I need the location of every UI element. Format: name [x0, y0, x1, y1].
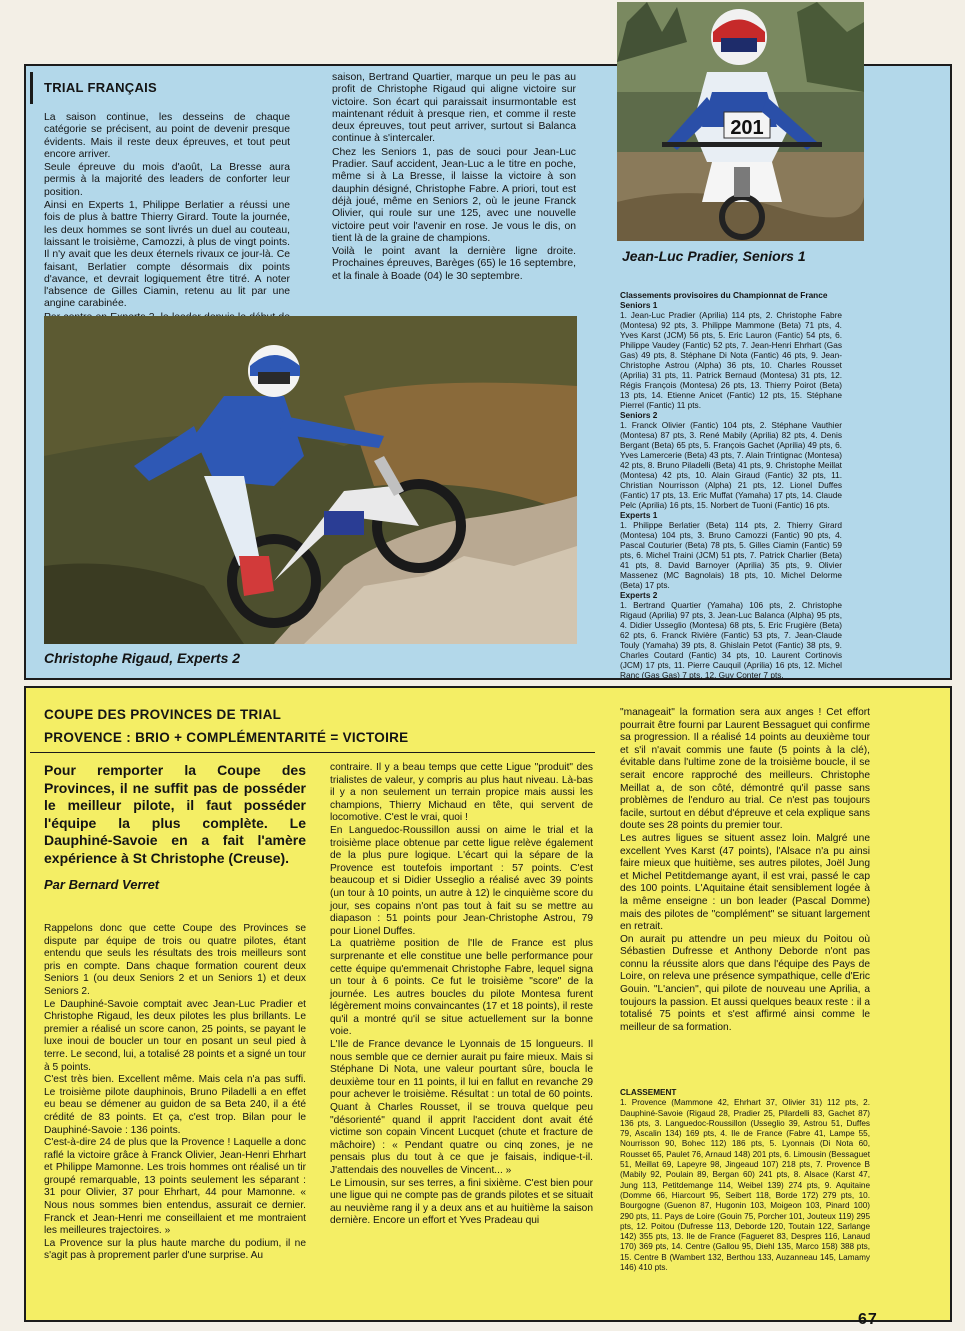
standings-seniors-1: 1. Jean-Luc Pradier (Aprilia) 114 pts, 2. Christophe Fabre (Montesa) 92 pts, 3. Philippe Mammone (Beta) 71 pts, 4. Yves Karst (JCM) 56 pts, 5. Eric Lauron (Fantic) 54 pts, 6. Philippe Vaudey (Fantic) 52 pts, 7. Jean-Henri Ehrhart (Gas Gas) 49 pts, 8. Stéphane Di Nota (Fantic) 46 pts, 9. Jean-Christophe Astrou (Alpha) 36 pts, 10. Charles Rousset (Aprilia) 31 pts, 11. Patrick Bernaud (Montesa) 31 pts, 12. Régis François (Montesa) 26 pts, 13. Thierry Poirot (Beta) 13 pts, 14. Etienne Anicet (Fantic) 12 pts, 15. Stéphane Pierrel (Fantic) 11 pts. [620, 310, 842, 410]
paragraph: La saison continue, les desseins de chaque catégorie se précisent, au point de devenir presque évidents. Mais il reste deux épreuves, et tout peut encore arriver. [44, 112, 290, 160]
photo-caption-pradier: Jean-Luc Pradier, Seniors 1 [622, 248, 806, 264]
paragraph: "manageait" la formation sera aux anges ! Cet effort pourrait être fourni par Laurent Bessaguet qui confirme sa progression. Il a réalisé 14 points au deuxième tour et s'il n'avait commis une faute (5 points à la clé), évitable dans l'ultime zone de la troisième boucle, il se serait encore rapproché des meilleurs. Christophe Meillat a, de son côté, démontré qu'il passe sans problèmes de l'enduro au trial. Ce n'est pas toujours facile, surtout en début d'épreuve et cela explique sans doute ses 28 points du premier tour. [620, 707, 870, 832]
standings-title: Classements provisoires du Championnat de France [620, 290, 828, 300]
classement-title: CLASSEMENT [620, 1088, 677, 1097]
standings-heading-seniors-1: Seniors 1 [620, 300, 658, 310]
classement-box [620, 1088, 870, 1273]
article-byline: Par Bernard Verret [44, 877, 160, 892]
paragraph: Voilà le point avant la dernière ligne droite. Prochaines épreuves, Barèges (65) le 16 septembre, et la finale à Boade (04) le 30 septembre. [332, 246, 576, 282]
page-number: 67 [858, 1311, 878, 1328]
standings-experts-2: 1. Bertrand Quartier (Yamaha) 106 pts, 2. Christophe Rigaud (Aprilia) 97 pts, 3. Jean-Luc Balanca (Alpha) 95 pts, 4. Didier Usseglio (Montesa) 68 pts, 5. Eric Frugière (Beta) 62 pts, 6. Franck Rivière (Fantic) 53 pts, 7. Jean-Claude Touly (Yamaha) 39 pts, 8. Ghislain Petot (Fantic) 38 pts, 9. Charles Coutard (Fantic) 34 pts, 10. Laurent Cortinovis (JCM) 17 pts, 11. Pierre Cauquil (Aprilia) 16 pts, 12. Michel Ranc (Gas Gas) 7 pts, 12. Guy Conter 7 pts. [620, 600, 842, 680]
standings-seniors-2: 1. Franck Olivier (Fantic) 104 pts, 2. Stéphane Vauthier (Montesa) 87 pts, 3. René Mabily (Aprilia) 82 pts, 4. Denis Bergant (Beta) 65 pts, 5. François Gachet (Aprilia) 49 pts, 6. Yves Lamercerie (Beta) 43 pts, 7. Alain Trintignac (Montesa) 42 pts, 8. Bruno Piladelli (Beta) 41 pts, 9. Christophe Meillat (Montesa) 42 pts, 10. Alain Giraud (Fantic) 32 pts, 11. Christian Nourrisson (Alpha) 21 pts, 12. Lionel Duffes (Fantic) 17 pts, 13. Eric Muffat (Yamaha) 17 pts, 14. Claude Pelc (Aprilia) 16 pts, 15. Norbert de Tuoni (Fantic) 16 pts. [620, 420, 842, 510]
paragraph: On aurait pu attendre un peu mieux du Poitou où Sébastien Dufresse et Anthony Deborde n'ont pas connu la réussite alors que dans l'équipe des Pays de Loire, on releva une présence sympathique, celle d'Eric Gouin. "L'ancien", qui pilote de nouveau une Aprilia, a toujours la passion. Et aussi quelques beaux reste : il a totalisé 75 points et s'est affirmé ainsi comme le meilleur de sa formation. [620, 933, 870, 1033]
article-column-1 [44, 923, 306, 1263]
photo-caption-rigaud: Christophe Rigaud, Experts 2 [44, 650, 241, 666]
standings-heading-seniors-2: Seniors 2 [620, 410, 658, 420]
standings-experts-1: 1. Philippe Berlatier (Beta) 114 pts, 2. Thierry Girard (Montesa) 104 pts, 3. Bruno Camozzi (Fantic) 90 pts, 4. Pascal Couturier (Beta) 78 pts, 5. Gilles Ciamin (Fantic) 59 pts, 6. Michel Traini (JCM) 51 pts, 7. Patrick Charlier (Beta) 41 pts, 8. David Barnoyer (Aprilia) 35 pts, 9. Olivier Massenez (MC Bagnolais) 18 pts, 10. Michel Delorme (Beta) 17 pts. [620, 520, 842, 590]
standings-heading-experts-1: Experts 1 [620, 510, 658, 520]
section-title-trial-francais: TRIAL FRANÇAIS [44, 80, 158, 95]
paragraph: saison, Bertrand Quartier, marque un peu le pas au profit de Christophe Rigaud qui aligne victoire sur victoire. Son écart qui paraissait insurmontable est maintenant réduit à presque rien, et comme il reste deux épreuves, tout peut arriver, surtout si Balanca continue à s'intercaler. [332, 72, 576, 145]
photo-jean-luc-pradier [617, 2, 864, 241]
championship-standings [620, 290, 842, 680]
trial-francais-column-1 [44, 112, 290, 337]
article-kicker: COUPE DES PROVINCES DE TRIAL [44, 707, 282, 722]
trial-francais-column-2 [332, 72, 576, 284]
paragraph: Chez les Seniors 1, pas de souci pour Jean-Luc Pradier. Sauf accident, Jean-Luc a le titre en poche, même si à La Bresse, il laisse la victoire à son dauphin désigné, Christophe Fabre. A priori, tout est déjà joué, même en Seniors 2, où le jeune Franck Olivier, qui roule sur une 125, avec une nouvelle victoire peut voir l'avenir en rose. Je vous le dis, on tient là de la graine de champions. [332, 146, 576, 244]
title-rule [30, 72, 33, 104]
article-headline: PROVENCE : BRIO + COMPLÉMENTARITÉ = VICTOIRE [44, 730, 409, 745]
photo-christophe-rigaud [44, 316, 577, 644]
paragraph: Seule épreuve du mois d'août, La Bresse aura permis à la majorité des leaders de conforter leur position. [44, 162, 290, 198]
paragraph: La quatrième position de l'Ile de France est plus surprenante et elle constitue une belle performance pour cette équipe qu'emmenait Christophe Fabre, lequel signa un tour à 6 points. Ce fut le troisième "score" de la journée. Les autres boucles du pilote Montesa furent légèrement moins convaincantes (17 et 18 points), il reste qu'il a montré qu'il se situe actuellement sur la bonne voie. [330, 938, 593, 1038]
article-lead: Pour remporter la Coupe des Provinces, il ne suffit pas de posséder le meilleur pilote, il faut posséder l'équipe la plus complète. Le Dauphiné-Savoie en a fait l'amère expérience à St Christophe (Creuse). [44, 762, 306, 866]
paragraph: contraire. Il y a beau temps que cette Ligue "produit" des trialistes de valeur, y compris au plus haut niveau. Là-bas il y a non seulement un terrain propice mais aussi les champions, Thierry Michaud en tête, qui servent de locomotive. C'est le vrai, quoi ! [330, 762, 593, 824]
headline-rule [30, 752, 595, 753]
paragraph: Le Limousin, sur ses terres, a fini sixième. C'est bien pour une ligue qui ne compte pas de grands pilotes et se situait au neuvième rang il y a deux ans et au huitième la saison dernière. Encore un effort et Yves Pradeau qui [330, 1177, 593, 1227]
paragraph: Le Dauphiné-Savoie comptait avec Jean-Luc Pradier et Christophe Rigaud, les deux pilotes les plus brillants. Le premier a réalisé un score canon, 25 points, se payant le luxe inoui de boucler un tour en posant un seul pied à terre. Le second, lui, a totalisé 28 points et a signé un tour à 5 points. [44, 998, 306, 1073]
article-column-3 [620, 707, 870, 1034]
paragraph: Rappelons donc que cette Coupe des Provinces se dispute par équipe de trois ou quatre pilotes, étant entendu que seuls les résultats des trois meilleurs sont pris en compte. Dans chaque formation courent deux Seniors 1 (ou deux Seniors 2 et un Seniors 1) et deux Seniors 2. [44, 923, 306, 997]
paragraph: L'Ile de France devance le Lyonnais de 15 longueurs. Il nous semble que ce dernier aurait pu faire mieux. Mais si Stéphane Di Nota, une valeur pourtant sûre, boucla le deuxième tour en 11 points, il lui en fallut en revanche 29 pour achever le troisième. Résultat : un total de 60 points. Quant à Charles Rousset, il se trouva quelque peu "désorienté" quand il apprit l'accident dont avait été victime son copain Vincent Lucquet (chute et fracture de mâchoire) : « Pendant quatre ou cinq zones, je ne pensais plus du tout à ce que je faisais, indique-t-il. J'attendais des nouvelles de Vincent... » [330, 1039, 593, 1176]
paragraph: Ainsi en Experts 1, Philippe Berlatier a réussi une fois de plus à battre Thierry Girard. Toute la journée, les deux hommes se sont livrés un duel au couteau, laissant le troisième, Camozzi, à plus de vingt points. Il n'y avait que les deux éternels rivaux ce jour-là. Ce faisant, Berlatier compte désormais dix points d'avance, et devrait logiquement être titré. A noter l'absence de Gilles Ciamin, retenu au lit par une angine carabinée. [44, 200, 290, 310]
classement-text: 1. Provence (Mammone 42, Ehrhart 37, Olivier 31) 112 pts, 2. Dauphiné-Savoie (Rigaud 28, Pradier 25, Pilardelli 83, Gachet 87) 136 pts, 3. Languedoc-Roussillon (Usseglio 39, Astrou 51, Duffes 79, Ascalin 134) 169 pts, 4. Ile de France (Fabre 41, Lampe 55, Nourrisson 90, Bohec 112) 186 pts, 5. Lyonnais (Di Nota 60, Rousset 65, Paulet 76, Arnaud 148) 201 pts, 6. Limousin (Bessaguet 51, Meillat 69, Lapeyre 98, Jingeaud 107) 218 pts, 7. Provence B (Mabily 92, Poulain 89, Bergan 60) 241 pts, 8. Alsace (Karst 47, Jung 113, Petitdemange 114, Weibel 139) 274 pts, 9. Aquitaine (Domme 66, Hiarcourt 95, Seibert 118, Borde 172) 279 pts, 10. Bourgogne (Guenon 87, Hugonin 103, Moigeon 103, Pinard 100) 290 pts, 11. Pays de Loire (Gouin 75, Porcher 101, Jouteux 119) 295 pts, 12. Poitou (Dufresse 113, Deborde 120, Toutain 122, Sarlange 142) 355 pts, 13. Ile de France (Fagueret 83, Despres 116, Lanaud 170) 369 pts, 14. Centre (Gallou 95, Diehl 135, Marco 158) 388 pts, 15. Centre B (Wambert 132, Berthou 133, Auzanneau 145, Lamamy 146) 410 pts. [620, 1098, 870, 1273]
paragraph: Les autres ligues se situent assez loin. Malgré une excellent Yves Karst (47 points), l'Alsace n'a pu ainsi faire mieux que huitième, ses autres pilotes, Joël Jung et Michel Petitdemange ayant, il est vrai, passé le cap des 100 points. L'Aquitaine était sensiblement logée à la même enseigne : un bon leader (Pascal Domme) mais des pilotes de "complément" se situant largement en retrait. [620, 832, 870, 933]
standings-heading-experts-2: Experts 2 [620, 590, 658, 600]
article-column-2 [330, 762, 593, 1228]
paragraph: C'est très bien. Excellent même. Mais cela n'a pas suffi. Le troisième pilote dauphinois, Bruno Piladelli a en effet eu beau se démener au guidon de sa Beta 240, il a été crédité de 83 points. Et ça, c'est trop. Bilan pour le Dauphiné-Savoie : 136 points. [44, 1074, 306, 1136]
race-number-bib: 201 [730, 117, 764, 139]
paragraph: C'est-à-dire 24 de plus que la Provence ! Laquelle a donc raflé la victoire grâce à Franck Olivier, Jean-Henri Ehrhart et Philippe Mamonne. Les trois hommes ont réalisé un tir groupé remarquable, 13 points seulement les séparant : 31 pour Olivier, 37 pour Ehrhart, 44 pour Mamonne. « Nous nous sommes bien entendus, assurait ce dernier. Franck et Jean-Henri me conseillaient et me montraient les meilleures trajectoires. » [44, 1137, 306, 1237]
paragraph: La Provence sur la plus haute marche du podium, il ne s'agit pas à proprement parler d'une surprise. Au [44, 1237, 306, 1262]
paragraph: En Languedoc-Roussillon aussi on aime le trial et la troisième place obtenue par cette ligue relève également de la plus pure logique. L'écart qui la sépare de la Provence est toutefois important : 57 points. C'est beaucoup et si Didier Usseglio a réalisé avec 39 points (un tour à 10 points, un autre à 12) le cinquième score du jour, ses copains n'ont pas tout à fait su se mettre au diapason : 51 points pour Jean-Christophe Astrou, 79 pour Lionel Duffes. [330, 824, 593, 937]
